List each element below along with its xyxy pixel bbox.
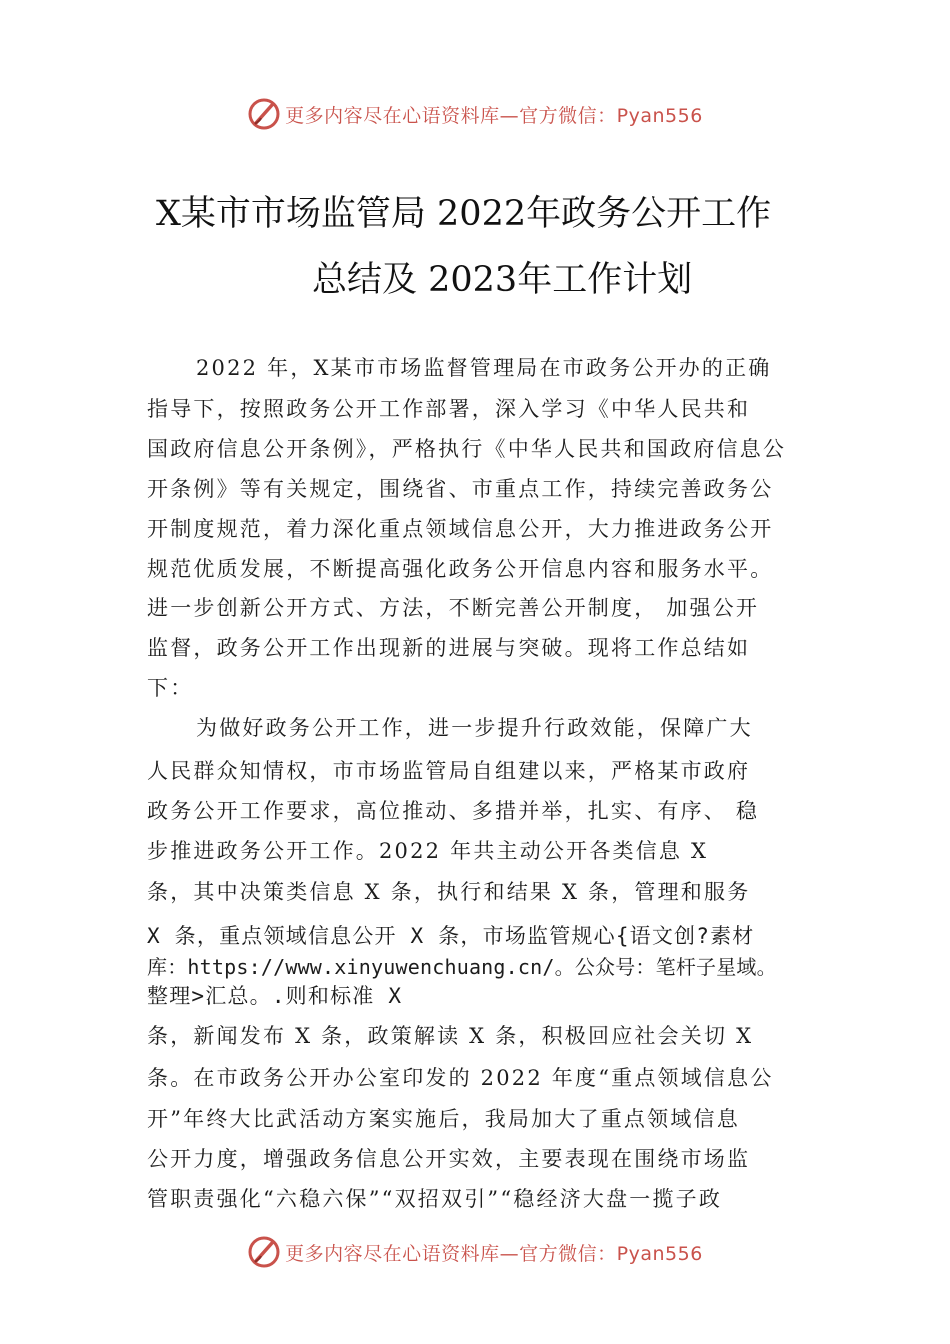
- banner-text: 更多内容尽在心语资料库—官方微信：Pyan556: [285, 1242, 703, 1265]
- body-line: 管职责强化“六稳六保”“双招双引”“稳经济大盘一揽子政: [147, 1187, 723, 1211]
- body-line: 开”年终大比武活动方案实施后，我局加大了重点领域信息: [147, 1107, 740, 1131]
- body-line: 人民群众知情权，市市场监管局自组建以来，严格某市政府: [147, 759, 751, 783]
- body-line: 监督，政务公开工作出现新的进展与突破。现将工作总结如: [147, 636, 751, 660]
- body-line: 为做好政务公开工作，进一步提升行政效能，保障广大: [196, 716, 753, 740]
- body-line: X 条，重点领域信息公开 X 条，市场监管规心{语文创?素材: [147, 924, 755, 948]
- header-banner: [0, 94, 950, 134]
- brush-logo-icon: [247, 97, 281, 131]
- body-line: 库：https://www.xinyuwenchuang.cn/。公众号：笔杆子星域。: [147, 955, 777, 979]
- body-line: 整理>汇总。.则和标准 X: [147, 984, 403, 1008]
- body-line: 国政府信息公开条例》，严格执行《中华人民共和国政府信息公: [147, 437, 787, 461]
- body-line: 政务公开工作要求，高位推动、多措并举，扎实、有序、 稳: [147, 799, 760, 823]
- body-line: 指导下，按照政务公开工作部署，深入学习《中华人民共和: [147, 397, 751, 421]
- document-title-line-2: 总结及 2023年工作计划: [312, 260, 693, 300]
- body-line: 条，其中决策类信息 X 条，执行和结果 X 条，管理和服务: [147, 880, 751, 904]
- body-line: 进一步创新公开方式、方法，不断完善公开制度， 加强公开: [147, 596, 760, 620]
- body-line: 条，新闻发布 X 条，政策解读 X 条，积极回应社会关切 X: [147, 1024, 754, 1048]
- body-line: 条。在市政务公开办公室印发的 2022 年度“重点领域信息公: [147, 1066, 774, 1090]
- document-title-line-1: X某市市场监管局 2022年政务公开工作: [156, 194, 772, 234]
- body-line: 开制度规范，着力深化重点领域信息公开，大力推进政务公开: [147, 517, 774, 541]
- body-line: 开条例》等有关规定，围绕省、市重点工作，持续完善政务公: [147, 477, 774, 501]
- banner-text: 更多内容尽在心语资料库—官方微信：Pyan556: [285, 104, 703, 127]
- footer-banner: [0, 1232, 950, 1272]
- body-line: 2022 年，X某市市场监督管理局在市政务公开办的正确: [196, 356, 772, 380]
- body-line: 下：: [147, 676, 194, 700]
- body-line: 规范优质发展，不断提高强化政务公开信息内容和服务水平。: [147, 557, 774, 581]
- body-line: 步推进政务公开工作。2022 年共主动公开各类信息 X: [147, 839, 709, 863]
- body-line: 公开力度，增强政务信息公开实效，主要表现在围绕市场监: [147, 1147, 751, 1171]
- brush-logo-icon: [247, 1235, 281, 1269]
